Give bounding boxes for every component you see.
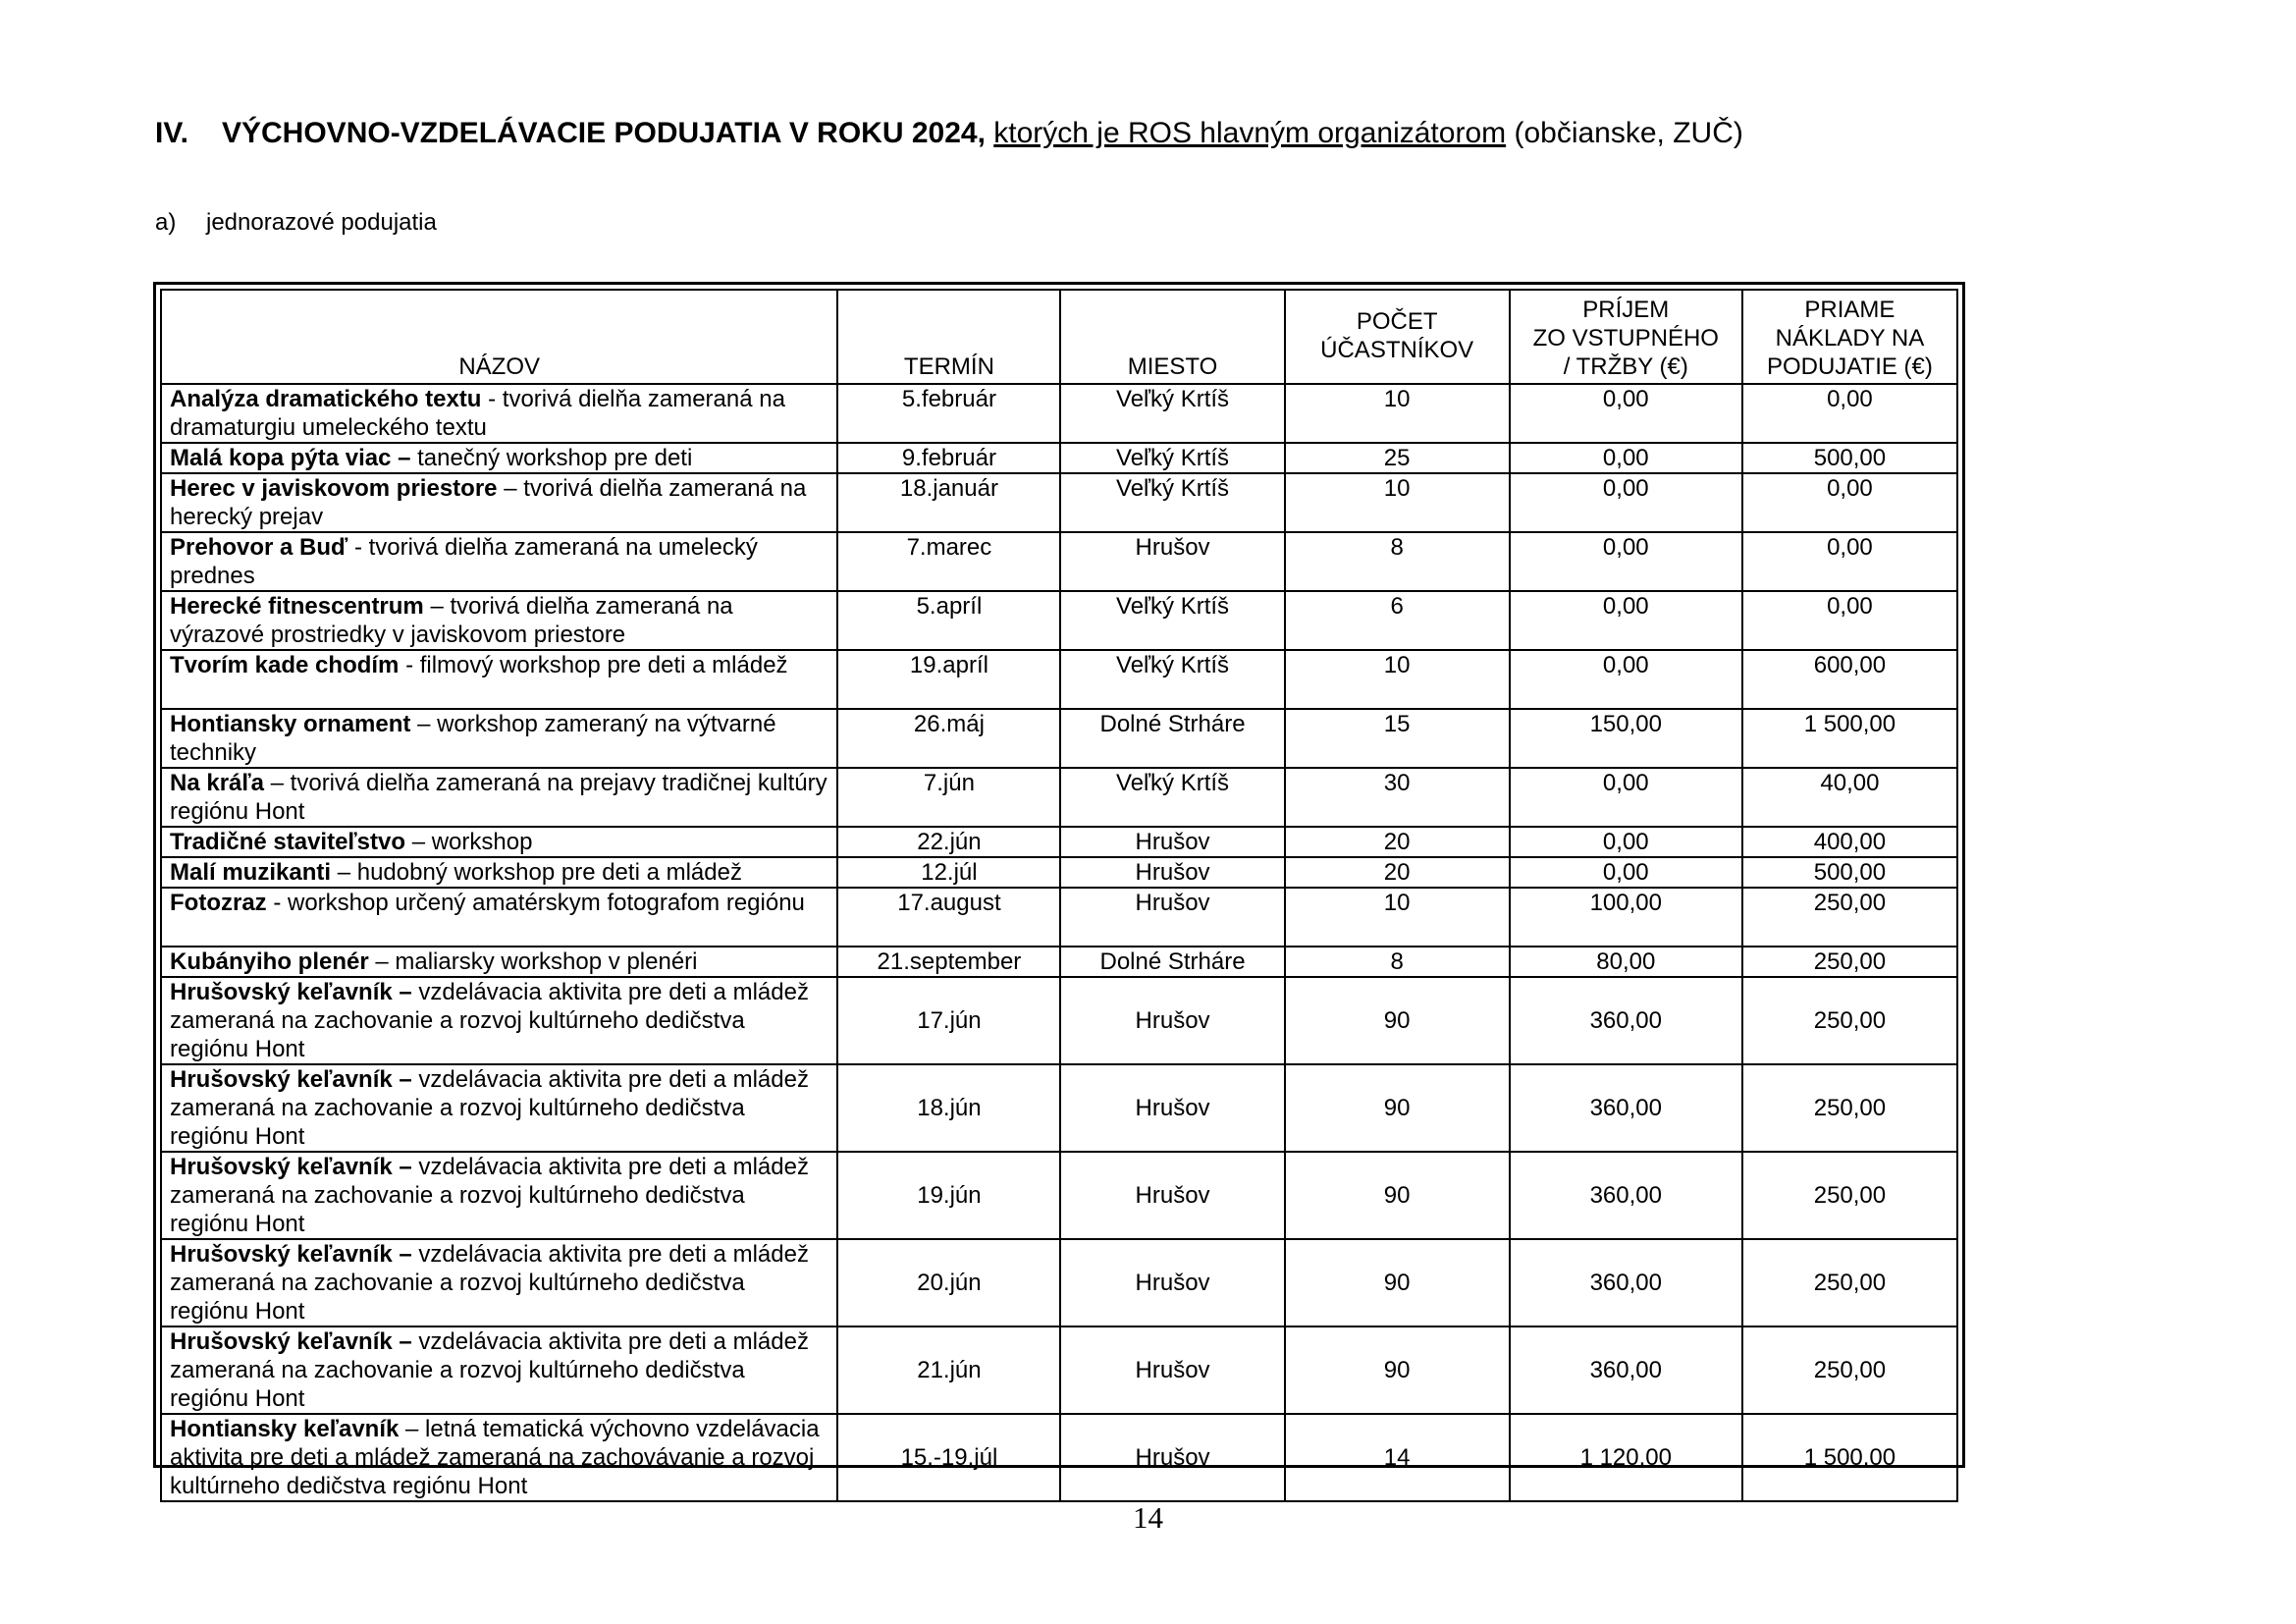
cell-event-name — [161, 650, 837, 709]
event-title: Malí muzikanti — [170, 859, 332, 886]
cell-place: Veľký Krtíš — [1060, 443, 1284, 473]
header-costs: PRIAME NÁKLADY NA PODUJATIE (€) — [1742, 290, 1957, 384]
cell-date: 26.máj — [837, 709, 1060, 768]
cell-costs: 500,00 — [1742, 443, 1957, 473]
table-row — [161, 1326, 1957, 1414]
event-title: Hrušovský keľavník – — [170, 1154, 412, 1180]
event-description: vzdelávacia aktivita pre deti a mládež zameraná na zachovanie a rozvoj kultúrneho dedičstva regiónu Hont — [170, 1154, 809, 1237]
header-place: MIESTO — [1060, 290, 1284, 384]
table-row — [161, 857, 1957, 888]
event-description: - tvorivá dielňa zameraná na umelecký prednes — [170, 534, 758, 589]
event-description: – tvorivá dielňa zameraná na výrazové prostriedky v javiskovom priestore — [170, 593, 733, 648]
cell-place: Hrušov — [1060, 1326, 1284, 1414]
table-row — [161, 532, 1957, 591]
event-title: Malá kopa pýta viac – — [170, 445, 411, 471]
events-table-frame — [153, 282, 1965, 1499]
cell-place: Hrušov — [1060, 827, 1284, 857]
event-title: Tvorím kade chodím — [170, 652, 400, 678]
cell-date: 9.február — [837, 443, 1060, 473]
cell-event-name — [161, 857, 837, 888]
section-heading — [155, 116, 1743, 151]
cell-place: Veľký Krtíš — [1060, 473, 1284, 532]
cell-date: 19.apríl — [837, 650, 1060, 709]
cell-date: 7.jún — [837, 768, 1060, 827]
cell-place: Hrušov — [1060, 1152, 1284, 1239]
cell-participants: 10 — [1285, 384, 1510, 443]
cell-place: Veľký Krtíš — [1060, 768, 1284, 827]
table-row — [161, 768, 1957, 827]
cell-place: Veľký Krtíš — [1060, 384, 1284, 443]
cell-date: 19.jún — [837, 1152, 1060, 1239]
cell-participants: 90 — [1285, 1326, 1510, 1414]
event-description: – hudobný workshop pre deti a mládež — [337, 859, 742, 886]
cell-event-name — [161, 888, 837, 947]
event-description: – letná tematická výchovno vzdelávacia aktivita pre deti a mládež zameraná na zachovávanie a rozvoj kultúrneho dedičstva regiónu Hont — [170, 1416, 820, 1499]
table-row — [161, 650, 1957, 709]
cell-place: Hrušov — [1060, 1239, 1284, 1326]
cell-income: 360,00 — [1510, 1326, 1742, 1414]
event-description: vzdelávacia aktivita pre deti a mládež zameraná na zachovanie a rozvoj kultúrneho dedičstva regiónu Hont — [170, 979, 809, 1062]
cell-participants: 20 — [1285, 857, 1510, 888]
cell-income: 1 120,00 — [1510, 1414, 1742, 1501]
cell-income: 360,00 — [1510, 1239, 1742, 1326]
cell-participants: 10 — [1285, 888, 1510, 947]
cell-date: 21.september — [837, 947, 1060, 977]
cell-place: Veľký Krtíš — [1060, 650, 1284, 709]
event-description: – workshop zameraný na výtvarné techniky — [170, 711, 776, 766]
cell-participants: 25 — [1285, 443, 1510, 473]
cell-participants: 15 — [1285, 709, 1510, 768]
cell-event-name — [161, 827, 837, 857]
cell-participants: 90 — [1285, 1152, 1510, 1239]
event-description: vzdelávacia aktivita pre deti a mládež zameraná na zachovanie a rozvoj kultúrneho dedičstva regiónu Hont — [170, 1328, 809, 1412]
event-title: Herecké fitnescentrum — [170, 593, 424, 620]
event-title: Herec v javiskovom priestore — [170, 475, 498, 502]
event-title: Hrušovský keľavník – — [170, 979, 412, 1005]
cell-participants: 8 — [1285, 947, 1510, 977]
section-number: IV. — [155, 117, 188, 149]
cell-income: 360,00 — [1510, 1152, 1742, 1239]
cell-place: Dolné Strháre — [1060, 709, 1284, 768]
table-row — [161, 443, 1957, 473]
cell-income: 0,00 — [1510, 384, 1742, 443]
event-title: Hrušovský keľavník – — [170, 1328, 412, 1355]
section-title: VÝCHOVNO-VZDELÁVACIE PODUJATIA V ROKU 2024, — [222, 117, 986, 149]
cell-costs: 250,00 — [1742, 977, 1957, 1064]
cell-place: Hrušov — [1060, 1064, 1284, 1152]
cell-income: 360,00 — [1510, 1064, 1742, 1152]
event-description: - tvorivá dielňa zameraná na dramaturgiu umeleckého textu — [170, 386, 785, 441]
cell-date: 21.jún — [837, 1326, 1060, 1414]
cell-participants: 30 — [1285, 768, 1510, 827]
cell-costs: 250,00 — [1742, 1064, 1957, 1152]
cell-income: 80,00 — [1510, 947, 1742, 977]
table-row — [161, 827, 1957, 857]
event-title: Fotozraz — [170, 890, 267, 916]
cell-date: 7.marec — [837, 532, 1060, 591]
cell-date: 17.jún — [837, 977, 1060, 1064]
event-title: Hontiansky keľavník — [170, 1416, 400, 1442]
cell-participants: 90 — [1285, 1239, 1510, 1326]
table-row — [161, 1152, 1957, 1239]
cell-participants: 14 — [1285, 1414, 1510, 1501]
cell-costs: 500,00 — [1742, 857, 1957, 888]
cell-event-name — [161, 1064, 837, 1152]
event-title: Analýza dramatického textu — [170, 386, 482, 412]
section-organizer-note: ktorých je ROS hlavným organizátorom — [993, 117, 1507, 149]
cell-date: 17.august — [837, 888, 1060, 947]
cell-date: 15.-19.júl — [837, 1414, 1060, 1501]
event-description: tanečný workshop pre deti — [417, 445, 693, 471]
cell-income: 150,00 — [1510, 709, 1742, 768]
event-description: – tvorivá dielňa zameraná na herecký prejav — [170, 475, 807, 530]
cell-date: 5.február — [837, 384, 1060, 443]
table-row — [161, 384, 1957, 443]
cell-costs: 40,00 — [1742, 768, 1957, 827]
cell-costs: 0,00 — [1742, 473, 1957, 532]
page-number: 14 — [1133, 1500, 1163, 1535]
cell-participants: 10 — [1285, 650, 1510, 709]
cell-participants: 6 — [1285, 591, 1510, 650]
cell-participants: 90 — [1285, 1064, 1510, 1152]
cell-costs: 250,00 — [1742, 1239, 1957, 1326]
cell-place: Hrušov — [1060, 1414, 1284, 1501]
cell-costs: 1 500,00 — [1742, 709, 1957, 768]
cell-event-name — [161, 1152, 837, 1239]
cell-place: Hrušov — [1060, 532, 1284, 591]
cell-date: 5.apríl — [837, 591, 1060, 650]
cell-costs: 0,00 — [1742, 532, 1957, 591]
cell-income: 0,00 — [1510, 827, 1742, 857]
cell-place: Veľký Krtíš — [1060, 591, 1284, 650]
cell-income: 0,00 — [1510, 532, 1742, 591]
events-table — [160, 289, 1958, 1502]
cell-income: 0,00 — [1510, 857, 1742, 888]
cell-event-name — [161, 473, 837, 532]
event-description: – workshop — [411, 829, 533, 855]
cell-income: 360,00 — [1510, 977, 1742, 1064]
cell-participants: 90 — [1285, 977, 1510, 1064]
header-income: PRÍJEM ZO VSTUPNÉHO / TRŽBY (€) — [1510, 290, 1742, 384]
cell-costs: 600,00 — [1742, 650, 1957, 709]
cell-date: 20.jún — [837, 1239, 1060, 1326]
cell-event-name — [161, 1326, 837, 1414]
event-title: Na kráľa — [170, 770, 264, 796]
event-description: vzdelávacia aktivita pre deti a mládež zameraná na zachovanie a rozvoj kultúrneho dedičstva regiónu Hont — [170, 1066, 809, 1150]
cell-costs: 0,00 — [1742, 591, 1957, 650]
header-name: NÁZOV — [161, 290, 837, 384]
cell-costs: 250,00 — [1742, 1152, 1957, 1239]
cell-event-name — [161, 1239, 837, 1326]
cell-date: 22.jún — [837, 827, 1060, 857]
section-type-note: (občianske, ZUČ) — [1514, 117, 1743, 149]
cell-event-name — [161, 947, 837, 977]
table-row — [161, 1414, 1957, 1501]
cell-income: 0,00 — [1510, 591, 1742, 650]
cell-costs: 0,00 — [1742, 384, 1957, 443]
cell-income: 0,00 — [1510, 650, 1742, 709]
subsection-title: jednorazové podujatia — [206, 209, 437, 236]
cell-date: 12.júl — [837, 857, 1060, 888]
cell-date: 18.január — [837, 473, 1060, 532]
table-header-row — [161, 290, 1957, 384]
cell-income: 0,00 — [1510, 473, 1742, 532]
table-row — [161, 888, 1957, 947]
table-row — [161, 1239, 1957, 1326]
table-row — [161, 977, 1957, 1064]
cell-participants: 10 — [1285, 473, 1510, 532]
event-description: – tvorivá dielňa zameraná na prejavy tradičnej kultúry regiónu Hont — [170, 770, 828, 825]
cell-event-name — [161, 591, 837, 650]
cell-event-name — [161, 384, 837, 443]
cell-costs: 250,00 — [1742, 1326, 1957, 1414]
cell-place: Hrušov — [1060, 977, 1284, 1064]
cell-costs: 1 500,00 — [1742, 1414, 1957, 1501]
subsection-heading — [155, 208, 437, 238]
event-title: Prehovor a Buď — [170, 534, 348, 561]
cell-event-name — [161, 443, 837, 473]
subsection-letter: a) — [155, 209, 177, 236]
table-row — [161, 1064, 1957, 1152]
event-title: Hontiansky ornament — [170, 711, 411, 737]
cell-income: 0,00 — [1510, 443, 1742, 473]
cell-place: Hrušov — [1060, 857, 1284, 888]
cell-place: Hrušov — [1060, 888, 1284, 947]
event-description: - filmový workshop pre deti a mládež — [405, 652, 788, 678]
cell-participants: 8 — [1285, 532, 1510, 591]
cell-date: 18.jún — [837, 1064, 1060, 1152]
cell-costs: 250,00 — [1742, 888, 1957, 947]
cell-event-name — [161, 709, 837, 768]
event-title: Hrušovský keľavník – — [170, 1066, 412, 1093]
header-date: TERMÍN — [837, 290, 1060, 384]
cell-income: 100,00 — [1510, 888, 1742, 947]
event-title: Kubányiho plenér — [170, 948, 369, 975]
cell-place: Dolné Strháre — [1060, 947, 1284, 977]
cell-event-name — [161, 768, 837, 827]
cell-event-name — [161, 1414, 837, 1501]
cell-costs: 400,00 — [1742, 827, 1957, 857]
table-row — [161, 473, 1957, 532]
event-title: Hrušovský keľavník – — [170, 1241, 412, 1268]
event-description: – maliarsky workshop v plenéri — [375, 948, 698, 975]
cell-participants: 20 — [1285, 827, 1510, 857]
cell-event-name — [161, 532, 837, 591]
cell-costs: 250,00 — [1742, 947, 1957, 977]
table-row — [161, 709, 1957, 768]
cell-event-name — [161, 977, 837, 1064]
table-row — [161, 591, 1957, 650]
table-row — [161, 947, 1957, 977]
header-participants: POČET ÚČASTNÍKOV — [1285, 290, 1510, 384]
cell-income: 0,00 — [1510, 768, 1742, 827]
event-title: Tradičné staviteľstvo — [170, 829, 406, 855]
event-description: vzdelávacia aktivita pre deti a mládež zameraná na zachovanie a rozvoj kultúrneho dedičstva regiónu Hont — [170, 1241, 809, 1325]
event-description: - workshop určený amatérskym fotografom regiónu — [273, 890, 805, 916]
